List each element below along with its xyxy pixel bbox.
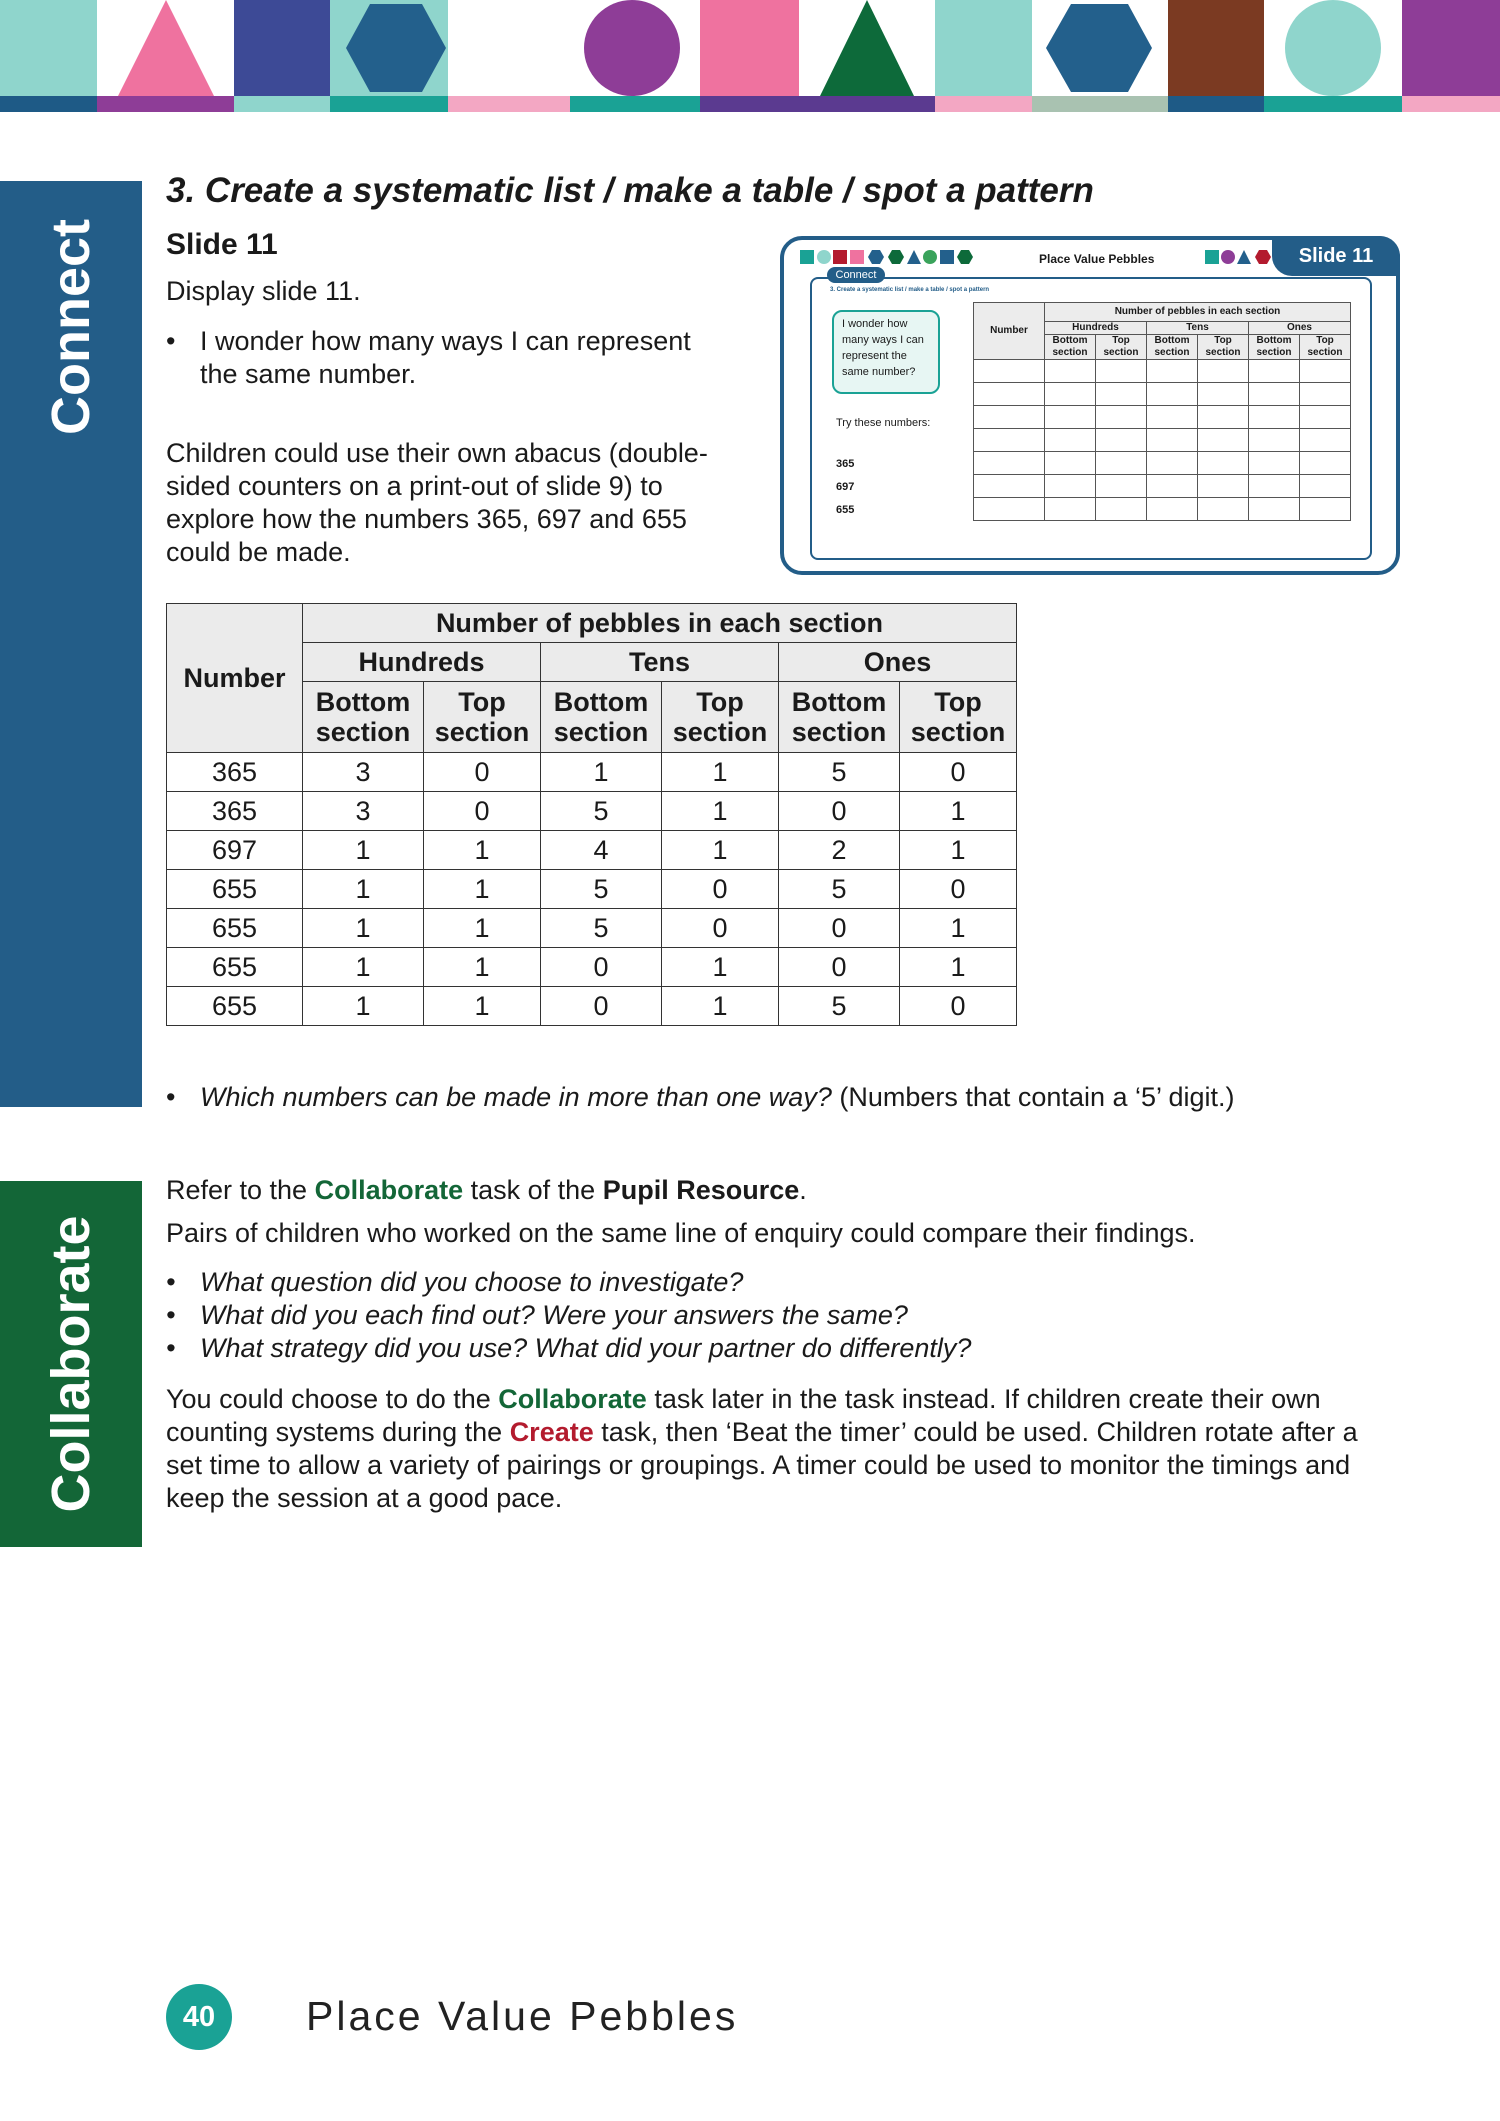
group-header: Number of pebbles in each section (303, 604, 1017, 643)
collaborate-sidebar-tab (0, 1181, 142, 1547)
number-cell: 655 (167, 909, 303, 948)
pebble-count-cell: 0 (424, 792, 541, 831)
which-numbers-list (166, 1081, 1366, 1114)
display-text: Display slide 11. (166, 276, 361, 306)
pebble-count-cell: 3 (303, 792, 424, 831)
slide-mini-table (973, 302, 1351, 521)
back-icon (850, 250, 864, 264)
mini-empty-cell (1045, 452, 1096, 475)
connect-label: Connect (41, 219, 101, 435)
mini-sub-header: Top section (1198, 335, 1249, 360)
pebble-count-cell: 5 (779, 753, 900, 792)
mini-empty-cell (1249, 475, 1300, 498)
pebble-count-cell: 1 (303, 831, 424, 870)
mini-empty-cell (1096, 360, 1147, 383)
pebble-count-cell: 1 (303, 987, 424, 1026)
pebble-count-cell: 1 (424, 831, 541, 870)
mini-empty-cell (1045, 383, 1096, 406)
pebble-count-cell: 0 (424, 753, 541, 792)
mini-empty-cell (1300, 383, 1351, 406)
mini-empty-cell (974, 429, 1045, 452)
mini-table-row (974, 452, 1351, 475)
mini-empty-cell (1300, 452, 1351, 475)
mini-empty-cell (1096, 406, 1147, 429)
mini-sub-header: Top section (1096, 335, 1147, 360)
table-row (167, 870, 1017, 909)
pebble-count-cell: 5 (779, 987, 900, 1026)
mini-empty-cell (1249, 360, 1300, 383)
bottom-section-header: Bottom section (303, 682, 424, 753)
mini-empty-cell (1198, 406, 1249, 429)
mini-empty-cell (1249, 406, 1300, 429)
collaborate-term: Collaborate (314, 1175, 464, 1205)
pebble-count-cell: 1 (662, 792, 779, 831)
para-b: task later in the task instead. If children create their own counting systems during the (166, 1384, 1321, 1447)
pebble-count-cell: 1 (662, 987, 779, 1026)
pupil-resource-term: Pupil Resource (602, 1175, 800, 1205)
create-term: Create (509, 1417, 594, 1447)
mini-empty-cell (1249, 452, 1300, 475)
mini-table-row (974, 406, 1351, 429)
mini-sub-header: Bottom section (1147, 335, 1198, 360)
hexagon-icon (868, 250, 884, 264)
collab-paragraph (166, 1383, 1396, 1515)
speech-bubble: I wonder how many ways I can represent the same number? (832, 310, 940, 394)
pebble-count-cell: 0 (779, 948, 900, 987)
footer-title: Place Value Pebbles (306, 1993, 739, 2039)
mini-empty-cell (1198, 452, 1249, 475)
pebble-count-cell: 1 (424, 909, 541, 948)
collaborate-term: Collaborate (498, 1384, 647, 1414)
slide-subheading: 3. Create a systematic list / make a table / spot a pattern (830, 287, 990, 293)
section-heading: 3. Create a systematic list / make a table / spot a pattern (166, 171, 1094, 210)
number-cell: 365 (167, 753, 303, 792)
which-question: Which numbers can be made in more than one way? (200, 1082, 832, 1112)
square-navy-icon (234, 0, 330, 96)
triangle-green-icon (820, 0, 914, 96)
pebble-count-cell: 5 (541, 792, 662, 831)
circle-teal-icon (1285, 0, 1381, 96)
mini-empty-cell (1045, 498, 1096, 521)
mini-empty-cell (974, 383, 1045, 406)
pebble-count-cell: 0 (541, 987, 662, 1026)
pebble-count-cell: 0 (900, 870, 1017, 909)
mini-empty-cell (1147, 452, 1198, 475)
mini-table-row (974, 498, 1351, 521)
square-brown-icon (1168, 0, 1264, 96)
pebble-count-cell: 1 (303, 870, 424, 909)
pebble-count-cell: 0 (900, 753, 1017, 792)
pebble-count-cell: 0 (662, 909, 779, 948)
pebble-count-cell: 1 (900, 909, 1017, 948)
which-answer: (Numbers that contain a ‘5’ digit.) (831, 1082, 1235, 1112)
pebble-count-cell: 1 (424, 987, 541, 1026)
collab-question: • What question did you choose to investigate? (166, 1266, 1366, 1299)
pebble-count-cell: 0 (541, 948, 662, 987)
mini-empty-cell (1096, 498, 1147, 521)
table-row (167, 831, 1017, 870)
mini-empty-cell (1147, 475, 1198, 498)
mini-empty-cell (974, 475, 1045, 498)
mini-sub-header: Bottom section (1045, 335, 1096, 360)
mini-group-header: Number of pebbles in each section (1045, 303, 1351, 322)
square-pink-icon (700, 0, 799, 96)
mini-place-header: Tens (1147, 322, 1249, 335)
mini-empty-cell (974, 406, 1045, 429)
mini-empty-cell (1045, 360, 1096, 383)
slide-title: Slide 11 (166, 228, 278, 261)
wonder-list (166, 325, 726, 391)
mini-empty-cell (1147, 498, 1198, 521)
mini-place-header: Ones (1249, 322, 1351, 335)
mini-empty-cell (1300, 429, 1351, 452)
pebble-count-cell: 4 (541, 831, 662, 870)
slide-app-title: Place Value Pebbles (1039, 252, 1155, 266)
table-row (167, 909, 1017, 948)
pebble-count-cell: 1 (900, 792, 1017, 831)
slide-number: 365 (836, 458, 855, 470)
slide-connect-pill: Connect (827, 267, 885, 283)
pebble-count-cell: 1 (662, 753, 779, 792)
mini-table-row (974, 475, 1351, 498)
slide-number: 655 (836, 504, 855, 516)
number-cell: 655 (167, 987, 303, 1026)
refer-pre: Refer to the (166, 1175, 315, 1205)
mini-sub-header: Bottom section (1249, 335, 1300, 360)
slide-thumbnail (780, 236, 1400, 575)
mini-empty-cell (1198, 498, 1249, 521)
mini-empty-cell (1147, 360, 1198, 383)
collab-question-list (166, 1266, 1366, 1365)
pebble-count-cell: 1 (662, 831, 779, 870)
top-section-header: Top section (900, 682, 1017, 753)
slide-badge: Slide 11 (1272, 236, 1400, 276)
mini-empty-cell (1249, 383, 1300, 406)
pebble-count-cell: 5 (541, 870, 662, 909)
mini-empty-cell (1096, 475, 1147, 498)
pebble-count-cell: 1 (900, 948, 1017, 987)
mini-empty-cell (1045, 475, 1096, 498)
table-row (167, 753, 1017, 792)
pebble-count-cell: 1 (424, 948, 541, 987)
mini-empty-cell (1096, 429, 1147, 452)
mini-empty-cell (1147, 429, 1198, 452)
bottom-section-header: Bottom section (779, 682, 900, 753)
try-numbers-label: Try these numbers: (836, 417, 931, 429)
pairs-text: Pairs of children who worked on the same line of enquiry could compare their findings. (166, 1218, 1196, 1248)
mini-empty-cell (1198, 475, 1249, 498)
number-cell: 655 (167, 948, 303, 987)
wonder-bullet: • I wonder how many ways I can represent the same number. (166, 325, 726, 391)
pebbles-table (166, 603, 1017, 1026)
pebble-count-cell: 3 (303, 753, 424, 792)
number-cell: 655 (167, 870, 303, 909)
pebble-count-cell: 1 (541, 753, 662, 792)
slide-number-list (836, 453, 854, 522)
table-row (167, 987, 1017, 1026)
pebble-count-cell: 0 (662, 870, 779, 909)
mini-table-row (974, 360, 1351, 383)
which-numbers-bullet (166, 1081, 1366, 1114)
para-a: You could choose to do the (166, 1384, 499, 1414)
top-section-header: Top section (662, 682, 779, 753)
collab-question: • What did you each find out? Were your answers the same? (166, 1299, 1366, 1332)
mini-number-header: Number (974, 303, 1045, 360)
pebble-count-cell: 1 (303, 948, 424, 987)
children-paragraph: Children could use their own abacus (double-sided counters on a print-out of slide 9) to explore how the numbers 365, 697 and 655 could be made. (166, 438, 708, 567)
connect-sidebar-tab (0, 181, 142, 1107)
refer-mid: task of the (463, 1175, 603, 1205)
mini-empty-cell (974, 360, 1045, 383)
number-cell: 697 (167, 831, 303, 870)
mini-empty-cell (1147, 383, 1198, 406)
mini-empty-cell (1198, 383, 1249, 406)
table-row (167, 792, 1017, 831)
mini-empty-cell (1147, 406, 1198, 429)
pebble-count-cell: 5 (779, 870, 900, 909)
pebble-count-cell: 1 (303, 909, 424, 948)
mini-empty-cell (974, 498, 1045, 521)
mini-empty-cell (1249, 498, 1300, 521)
mini-empty-cell (1198, 360, 1249, 383)
mini-empty-cell (1045, 429, 1096, 452)
collab-question: • What strategy did you use? What did your partner do differently? (166, 1332, 1366, 1365)
mini-empty-cell (1198, 429, 1249, 452)
minus-icon (800, 250, 814, 264)
mini-empty-cell (1096, 452, 1147, 475)
circle-purple-icon (584, 0, 680, 96)
mini-table-row (974, 383, 1351, 406)
mini-empty-cell (1096, 383, 1147, 406)
mini-empty-cell (1045, 406, 1096, 429)
shape-circle-icon (817, 250, 831, 264)
mini-sub-header: Top section (1300, 335, 1351, 360)
pebble-count-cell: 1 (662, 948, 779, 987)
para-c: task, then ‘Beat the timer’ could be used. Children rotate after a set time to allow a variety of pairings or groupings. A timer could be used to monitor the timings and keep the session at a good pace. (166, 1417, 1358, 1513)
pebble-count-cell: 1 (424, 870, 541, 909)
page-number: 40 (166, 1984, 232, 2050)
place-header-hundreds: Hundreds (303, 643, 541, 682)
refer-line (166, 1174, 807, 1207)
pebble-count-cell: 0 (779, 792, 900, 831)
place-header-ones: Ones (779, 643, 1017, 682)
pebble-count-cell: 2 (779, 831, 900, 870)
mini-empty-cell (1300, 498, 1351, 521)
top-section-header: Top section (424, 682, 541, 753)
bottom-section-header: Bottom section (541, 682, 662, 753)
refer-end: . (799, 1175, 807, 1205)
pebble-count-cell: 0 (900, 987, 1017, 1026)
close-icon (957, 250, 973, 264)
mini-table-row (974, 429, 1351, 452)
plus-icon (833, 250, 847, 264)
mini-place-header: Hundreds (1045, 322, 1147, 335)
mini-empty-cell (1300, 475, 1351, 498)
mini-empty-cell (1300, 360, 1351, 383)
mini-empty-cell (1300, 406, 1351, 429)
place-header-tens: Tens (541, 643, 779, 682)
slide-number: 697 (836, 481, 855, 493)
pebble-count-cell: 5 (541, 909, 662, 948)
pebble-count-cell: 0 (779, 909, 900, 948)
collaborate-label: Collaborate (41, 1215, 101, 1513)
mini-empty-cell (974, 452, 1045, 475)
pebble-count-cell: 1 (900, 831, 1017, 870)
number-cell: 365 (167, 792, 303, 831)
shapes-banner (0, 0, 1500, 114)
mini-empty-cell (1249, 429, 1300, 452)
prev-icon (1205, 250, 1219, 264)
number-header: Number (167, 604, 303, 753)
table-row (167, 948, 1017, 987)
